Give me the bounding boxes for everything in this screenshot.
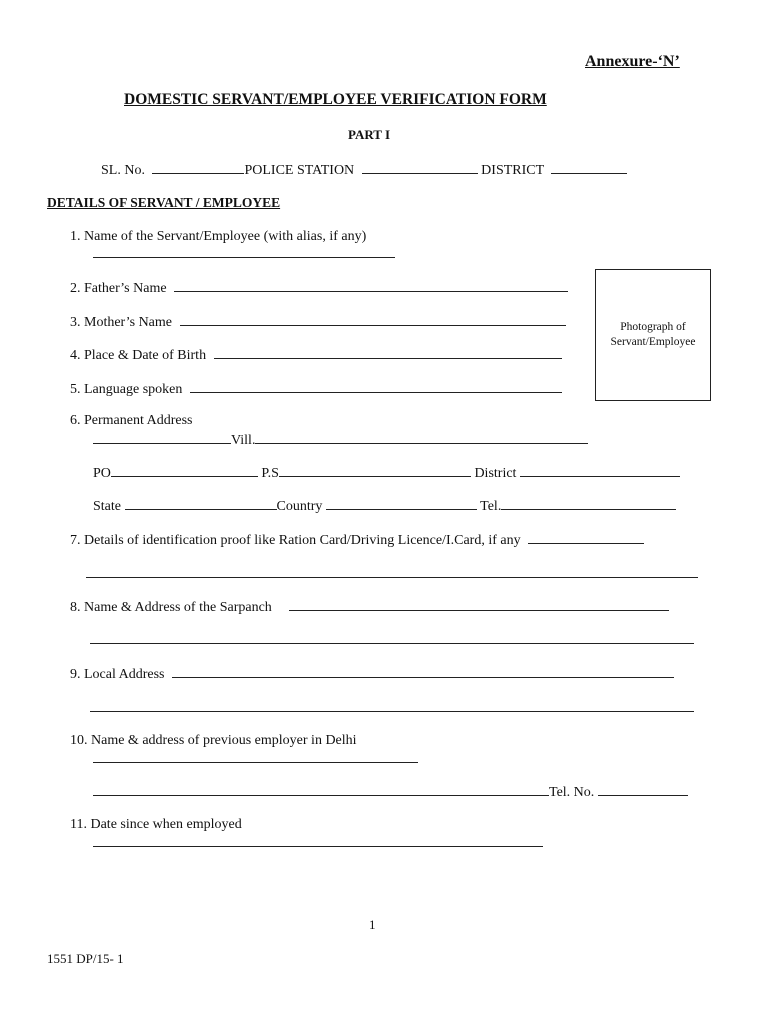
field-6-vill-row (93, 431, 588, 449)
id-proof-line-2[interactable] (86, 577, 698, 578)
annexure-label: Annexure-‘N’ (585, 53, 680, 70)
page-number: 1 (369, 917, 376, 932)
ps-field[interactable] (279, 464, 471, 477)
field-6-po-row (93, 464, 680, 482)
country-label: Country (276, 499, 323, 514)
ps-label: P.S (261, 466, 279, 481)
language-field[interactable] (190, 380, 562, 393)
field-5 (70, 380, 562, 398)
sarpanch-label: 8. Name & Address of the Sarpanch (70, 600, 272, 615)
field-1-label: 1. Name of the Servant/Employee (with alias, if any) (70, 229, 367, 244)
police-station-label: POLICE STATION (244, 163, 355, 178)
address-line-field[interactable] (93, 431, 231, 444)
mothers-name-label: 3. Mother’s Name (70, 315, 172, 330)
previous-employer-line-2[interactable] (93, 783, 549, 796)
field-10-label: 10. Name & address of previous employer in Delhi (70, 733, 357, 748)
sarpanch-field[interactable] (289, 598, 669, 611)
employer-tel-label: Tel. No. (549, 785, 595, 800)
field-2 (70, 279, 568, 297)
district-field[interactable] (520, 464, 680, 477)
date-employed-line[interactable] (93, 846, 543, 847)
vill-field[interactable] (255, 431, 588, 444)
field-6-label: 6. Permanent Address (70, 413, 193, 428)
form-title: DOMESTIC SERVANT/EMPLOYEE VERIFICATION FORM (124, 91, 547, 108)
id-proof-field[interactable] (528, 531, 644, 544)
field-10-tel-row (93, 783, 688, 801)
district-label: District (474, 466, 517, 481)
field-6-state-row (93, 497, 676, 515)
local-address-label: 9. Local Address (70, 667, 165, 682)
po-field[interactable] (111, 464, 258, 477)
sl-no-field[interactable] (152, 161, 244, 174)
field-9 (70, 665, 674, 683)
field-8 (70, 598, 669, 616)
district-label: DISTRICT (481, 163, 544, 178)
police-station-field[interactable] (362, 161, 478, 174)
country-field[interactable] (326, 497, 477, 510)
state-field[interactable] (125, 497, 277, 510)
birth-label: 4. Place & Date of Birth (70, 348, 207, 363)
vill-label: Vill. (231, 433, 256, 448)
fathers-name-label: 2. Father’s Name (70, 281, 167, 296)
tel-label: Tel. (480, 499, 502, 514)
state-label: State (93, 499, 121, 514)
employer-tel-field[interactable] (598, 783, 688, 796)
photo-box[interactable] (595, 269, 711, 401)
tel-field[interactable] (501, 497, 676, 510)
meta-row (101, 161, 627, 179)
birth-field[interactable] (214, 346, 562, 359)
local-address-field[interactable] (172, 665, 674, 678)
local-address-line-2[interactable] (90, 711, 694, 712)
part-label: PART I (348, 127, 391, 142)
language-label: 5. Language spoken (70, 382, 183, 397)
field-11-label: 11. Date since when employed (70, 817, 242, 832)
id-proof-label: 7. Details of identification proof like Ration Card/Driving Licence/I.Card, if any (70, 533, 521, 548)
mothers-name-field[interactable] (180, 313, 566, 326)
district-field[interactable] (551, 161, 627, 174)
previous-employer-line-1[interactable] (93, 762, 418, 763)
po-label: PO (93, 466, 111, 481)
sl-no-label: SL. No. (101, 163, 145, 178)
field-4 (70, 346, 562, 364)
field-7 (70, 531, 644, 549)
photo-label: Photograph of Servant/Employee (610, 321, 696, 348)
field-1-line[interactable] (93, 257, 395, 258)
sarpanch-line-2[interactable] (90, 643, 694, 644)
doc-code: 1551 DP/15- 1 (47, 951, 124, 966)
field-3 (70, 313, 566, 331)
fathers-name-field[interactable] (174, 279, 568, 292)
section-title: DETAILS OF SERVANT / EMPLOYEE (47, 195, 281, 210)
